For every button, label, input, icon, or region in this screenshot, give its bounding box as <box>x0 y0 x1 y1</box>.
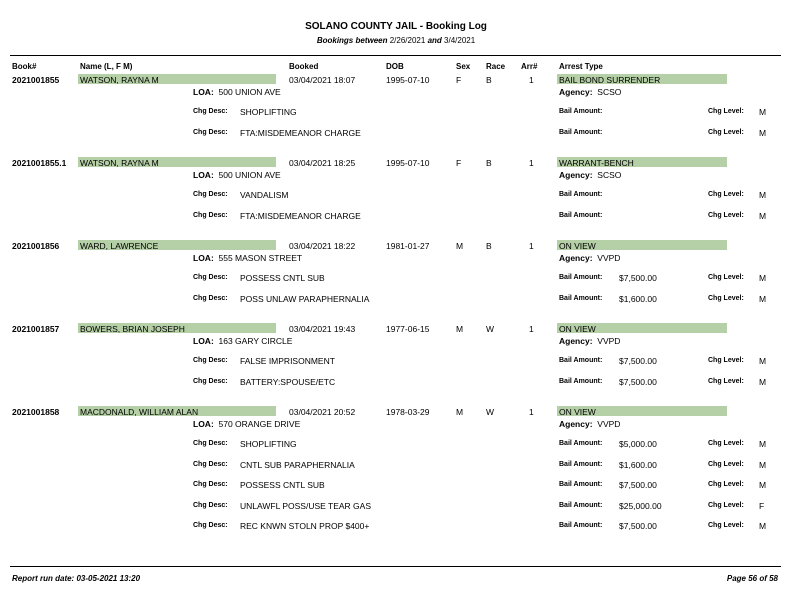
bail-amount: $7,500.00 <box>619 356 657 366</box>
inmate-name: WARD, LAWRENCE <box>80 241 159 251</box>
arrest-type: WARRANT-BENCH <box>559 158 634 168</box>
chg-desc: CNTL SUB PARAPHERNALIA <box>240 459 355 470</box>
agency <box>559 253 620 263</box>
bail-amount-label: Bail Amount: <box>559 460 603 468</box>
booked-datetime: 03/04/2021 18:07 <box>289 75 356 85</box>
charge-row <box>0 521 792 533</box>
agency-value: VVPD <box>597 336 621 346</box>
loa-value: 555 MASON STREET <box>218 253 303 263</box>
chg-desc: FTA:MISDEMEANOR CHARGE <box>240 210 361 221</box>
loa-value: 163 GARY CIRCLE <box>218 336 293 346</box>
chg-level-label: Chg Level: <box>708 481 744 488</box>
bail-amount-label: Bail Amount: <box>559 522 603 529</box>
sex: M <box>456 407 464 417</box>
booking-record <box>0 324 792 404</box>
footer-rule <box>10 566 781 567</box>
arrest-type: ON VIEW <box>559 241 596 251</box>
sex: F <box>456 75 462 85</box>
charge-row <box>0 294 792 306</box>
chg-desc: SHOPLIFTING <box>240 439 297 449</box>
bail-amount: $25,000.00 <box>619 500 662 511</box>
chg-desc-label: Chg Desc: <box>193 481 228 488</box>
col-book: Book# <box>12 62 37 71</box>
sex: M <box>456 241 464 251</box>
bail-amount-label: Bail Amount: <box>559 440 603 447</box>
bail-amount-label: Bail Amount: <box>559 501 603 509</box>
chg-level: M <box>759 480 767 490</box>
loa-label: LOA: <box>193 253 214 263</box>
arrest-type: BAIL BOND SURRENDER <box>559 75 661 85</box>
subtitle-and: and <box>427 36 442 45</box>
book-number: 2021001855 <box>12 75 60 85</box>
agency-label: Agency: <box>559 253 593 263</box>
chg-desc: UNLAWFL POSS/USE TEAR GAS <box>240 500 371 511</box>
arrest-number: 1 <box>529 407 534 417</box>
date-of-birth: 1995-07-10 <box>386 158 430 168</box>
chg-desc-label: Chg Desc: <box>193 211 228 219</box>
bail-amount: $1,600.00 <box>619 293 657 304</box>
chg-level: M <box>759 521 767 531</box>
charge-row <box>0 356 792 368</box>
col-booked: Booked <box>289 62 319 71</box>
chg-level-label: Chg Level: <box>708 191 744 198</box>
race: W <box>486 407 495 417</box>
bail-amount: $7,500.00 <box>619 521 657 531</box>
loa-value: 500 UNION AVE <box>218 170 281 180</box>
agency-label: Agency: <box>559 170 593 180</box>
date-of-birth: 1978-03-29 <box>386 407 430 417</box>
loa <box>193 253 302 263</box>
charge-row <box>0 460 792 472</box>
book-number: 2021001857 <box>12 324 60 334</box>
inmate-name: BOWERS, BRIAN JOSEPH <box>80 324 185 334</box>
chg-desc: FTA:MISDEMEANOR CHARGE <box>240 127 361 138</box>
chg-level-label: Chg Level: <box>708 460 744 468</box>
bail-amount: $1,600.00 <box>619 459 657 470</box>
bail-amount: $7,500.00 <box>619 376 657 387</box>
chg-level-label: Chg Level: <box>708 128 744 136</box>
bail-amount: $7,500.00 <box>619 480 657 490</box>
loa <box>193 336 292 346</box>
chg-level: M <box>759 210 767 221</box>
bail-amount: $5,000.00 <box>619 439 657 449</box>
date-of-birth: 1981-01-27 <box>386 241 430 251</box>
arrest-number: 1 <box>529 241 534 251</box>
chg-level: M <box>759 459 767 470</box>
agency-value: SCSO <box>597 87 622 97</box>
charge-row <box>0 377 792 389</box>
chg-level-label: Chg Level: <box>708 274 744 281</box>
chg-desc: BATTERY:SPOUSE/ETC <box>240 376 336 387</box>
bail-amount-label: Bail Amount: <box>559 481 603 488</box>
end-date: 3/4/2021 <box>444 36 476 45</box>
chg-level: M <box>759 376 767 387</box>
booked-datetime: 03/04/2021 19:43 <box>289 324 356 334</box>
loa-value: 500 UNION AVE <box>218 87 281 97</box>
agency-value: VVPD <box>597 419 621 429</box>
chg-desc: REC KNWN STOLN PROP $400+ <box>240 521 370 531</box>
chg-desc-label: Chg Desc: <box>193 501 228 509</box>
chg-level: M <box>759 107 767 117</box>
inmate-name: WATSON, RAYNA M <box>80 75 159 85</box>
race: W <box>486 324 495 334</box>
race: B <box>486 75 492 85</box>
bail-amount-label: Bail Amount: <box>559 357 603 364</box>
chg-desc: VANDALISM <box>240 190 289 200</box>
col-name: Name (L, F M) <box>80 62 133 71</box>
report-run-date: Report run date: 03-05-2021 13:20 <box>12 574 141 583</box>
chg-level-label: Chg Level: <box>708 501 744 509</box>
chg-desc-label: Chg Desc: <box>193 191 228 198</box>
booking-record <box>0 407 792 531</box>
arrest-type: ON VIEW <box>559 324 596 334</box>
race: B <box>486 158 492 168</box>
agency <box>559 170 621 180</box>
loa-value: 570 ORANGE DRIVE <box>218 419 301 429</box>
col-sex: Sex <box>456 62 471 71</box>
chg-level: M <box>759 127 767 138</box>
bail-amount-label: Bail Amount: <box>559 274 603 281</box>
loa <box>193 170 281 180</box>
charge-row <box>0 128 792 140</box>
chg-desc: POSS UNLAW PARAPHERNALIA <box>240 293 370 304</box>
chg-level: M <box>759 439 767 449</box>
book-number: 2021001855.1 <box>12 158 67 168</box>
booking-record <box>0 158 792 238</box>
start-date: 2/26/2021 <box>389 36 426 45</box>
chg-level: M <box>759 293 767 304</box>
chg-level-label: Chg Level: <box>708 522 744 529</box>
charge-row <box>0 190 792 202</box>
sex: M <box>456 324 464 334</box>
agency <box>559 336 620 346</box>
chg-level: M <box>759 190 767 200</box>
charge-row <box>0 107 792 119</box>
chg-desc-label: Chg Desc: <box>193 440 228 447</box>
charge-row <box>0 480 792 492</box>
chg-desc-label: Chg Desc: <box>193 128 228 136</box>
header-rule <box>10 55 781 56</box>
charge-row <box>0 501 792 513</box>
booked-datetime: 03/04/2021 18:22 <box>289 241 356 251</box>
chg-desc-label: Chg Desc: <box>193 274 228 281</box>
booked-datetime: 03/04/2021 20:52 <box>289 407 356 417</box>
bail-amount-label: Bail Amount: <box>559 108 603 115</box>
bail-amount-label: Bail Amount: <box>559 377 603 385</box>
arrest-type: ON VIEW <box>559 407 596 417</box>
subtitle-prefix: Bookings between <box>316 36 388 45</box>
chg-level-label: Chg Level: <box>708 211 744 219</box>
chg-desc: FALSE IMPRISONMENT <box>240 356 335 366</box>
arrest-number: 1 <box>529 75 534 85</box>
agency-value: VVPD <box>597 253 621 263</box>
col-arr: Arr# <box>521 62 538 71</box>
charge-row <box>0 273 792 285</box>
bail-amount-label: Bail Amount: <box>559 211 603 219</box>
bail-amount-label: Bail Amount: <box>559 191 603 198</box>
chg-level-label: Chg Level: <box>708 294 744 302</box>
agency-label: Agency: <box>559 336 593 346</box>
race: B <box>486 241 492 251</box>
agency-label: Agency: <box>559 87 593 97</box>
report-subtitle <box>0 36 792 45</box>
agency-value: SCSO <box>597 170 622 180</box>
sex: F <box>456 158 462 168</box>
chg-level-label: Chg Level: <box>708 440 744 447</box>
chg-desc-label: Chg Desc: <box>193 294 228 302</box>
chg-desc: POSSESS CNTL SUB <box>240 480 325 490</box>
report-title: SOLANO COUNTY JAIL - Booking Log <box>305 21 487 32</box>
chg-desc-label: Chg Desc: <box>193 357 228 364</box>
col-race: Race <box>486 62 506 71</box>
agency-label: Agency: <box>559 419 593 429</box>
booking-record <box>0 75 792 155</box>
inmate-name: WATSON, RAYNA M <box>80 158 159 168</box>
chg-level: F <box>759 500 765 511</box>
chg-level-label: Chg Level: <box>708 377 744 385</box>
bail-amount-label: Bail Amount: <box>559 294 603 302</box>
book-number: 2021001856 <box>12 241 60 251</box>
chg-desc-label: Chg Desc: <box>193 108 228 115</box>
loa-label: LOA: <box>193 419 214 429</box>
charge-row <box>0 439 792 451</box>
loa-label: LOA: <box>193 336 214 346</box>
chg-desc-label: Chg Desc: <box>193 377 228 385</box>
bail-amount-label: Bail Amount: <box>559 128 603 136</box>
loa-label: LOA: <box>193 87 214 97</box>
chg-level: M <box>759 273 767 283</box>
arrest-number: 1 <box>529 324 534 334</box>
page-number: Page 56 of 58 <box>726 574 778 583</box>
charge-row <box>0 211 792 223</box>
col-arrest-type: Arrest Type <box>559 62 603 71</box>
chg-level-label: Chg Level: <box>708 108 744 115</box>
date-of-birth: 1977-06-15 <box>386 324 430 334</box>
arrest-number: 1 <box>529 158 534 168</box>
book-number: 2021001858 <box>12 407 60 417</box>
col-dob: DOB <box>386 62 404 71</box>
chg-desc: SHOPLIFTING <box>240 107 297 117</box>
booked-datetime: 03/04/2021 18:25 <box>289 158 356 168</box>
loa <box>193 419 300 429</box>
chg-level: M <box>759 356 767 366</box>
bail-amount: $7,500.00 <box>619 273 657 283</box>
chg-level-label: Chg Level: <box>708 357 744 364</box>
loa-label: LOA: <box>193 170 214 180</box>
agency <box>559 87 621 97</box>
chg-desc-label: Chg Desc: <box>193 460 228 468</box>
chg-desc: POSSESS CNTL SUB <box>240 273 325 283</box>
inmate-name: MACDONALD, WILLIAM ALAN <box>80 407 199 417</box>
agency <box>559 419 620 429</box>
loa <box>193 87 281 97</box>
booking-record <box>0 241 792 321</box>
date-of-birth: 1995-07-10 <box>386 75 430 85</box>
chg-desc-label: Chg Desc: <box>193 522 228 529</box>
